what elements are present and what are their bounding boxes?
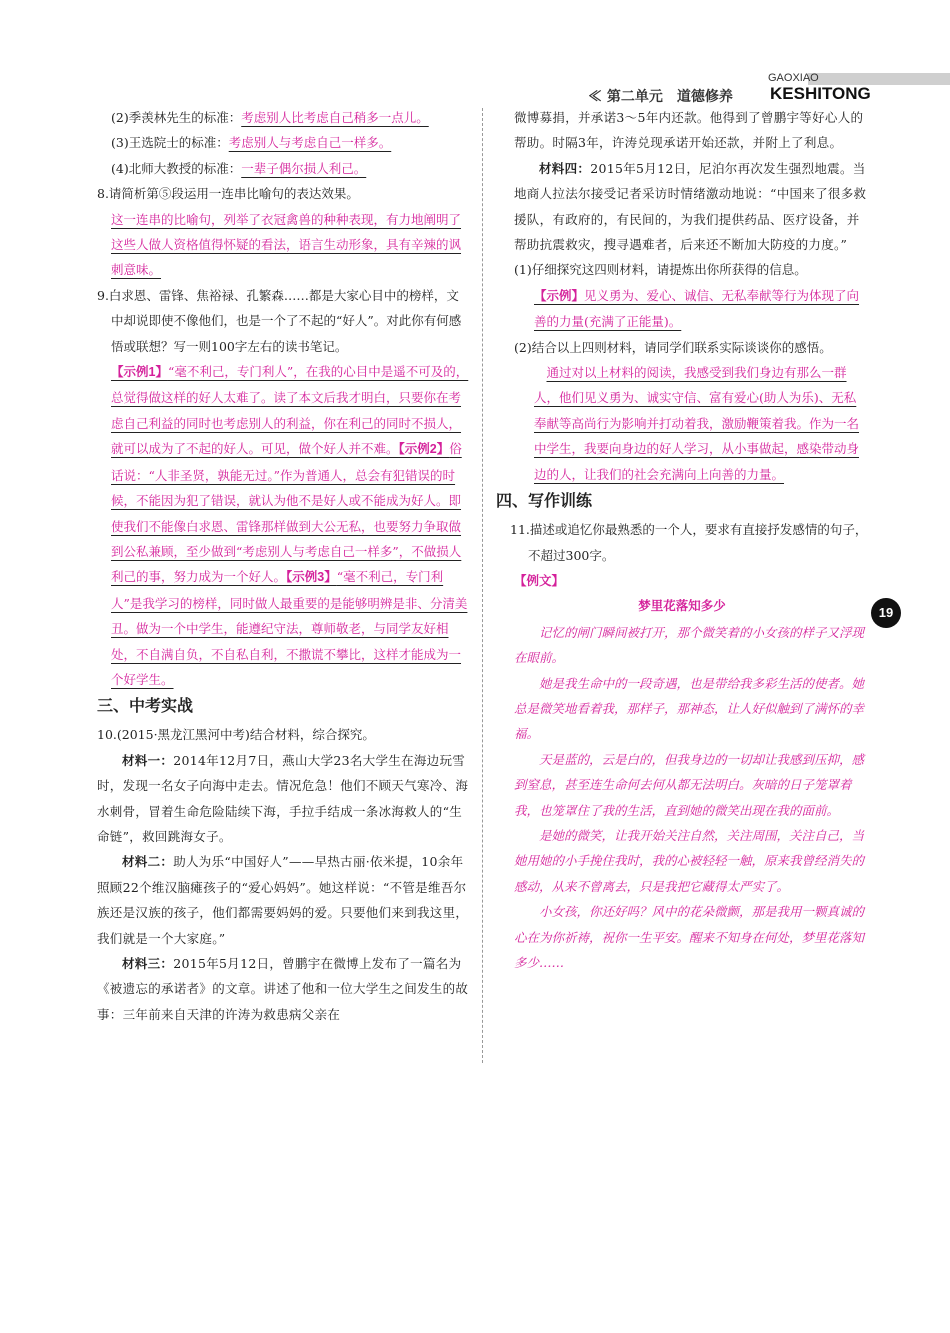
q9-example3-tag: 【示例3】 xyxy=(286,570,337,585)
q7-2: (2)季羡林先生的标准：考虑别人比考虑自己稍多一点儿。 xyxy=(111,110,429,125)
header-unit-title: ≪ 第二单元 道德修养 xyxy=(588,89,733,105)
q9-example1-tag: 【示例1】 xyxy=(111,365,168,380)
section-4-title: 四、写作训练 xyxy=(496,493,593,511)
q7-3: (3)王选院士的标准：考虑别人与考虑自己一样多。 xyxy=(111,135,392,151)
q11: 11.描述或追忆你最熟悉的一个人，要求有直接抒发感情的句子，不超过300字。 xyxy=(510,522,868,563)
material-2: 材料二：助人为乐“中国好人”——早热古丽·依米提，10余年照顾22个维汉脑瘫孩子的“爱心妈妈”。她这样说：“不管是维吾尔族还是汉族的孩子，他们都需要妈妈的爱。只要他们来到我这里，我们就是一个大家庭。” xyxy=(97,854,469,946)
page-header xyxy=(0,70,950,110)
essay-paragraph-2: 她是我生命中的一段奇遇，也是带给我多彩生活的使者。她总是微笑地看着我，那样子，那神态，让人好似触到了满怀的幸福。 xyxy=(514,675,865,742)
essay-paragraph-3: 天是蓝的，云是白的，但我身边的一切却让我感到压抑，感到窒息，甚至连生命何去何从都无法明白。灰暗的日子笼罩着我，也笼罩住了我的生活，直到她的微笑出现在我的面前。 xyxy=(514,751,865,818)
material-3-continued: 微博募捐，并承诺3～5年内还款。他得到了曾鹏宇等好心人的帮助。时隔3年，许涛兑现承诺开始还款，并附上了利息。 xyxy=(514,110,864,151)
column-divider xyxy=(482,108,483,1063)
essay-tag: 【例文】 xyxy=(514,573,565,588)
left-column xyxy=(97,105,471,1027)
q10: 10.(2015·黑龙江黑河中考)结合材料，综合探究。 xyxy=(97,727,375,743)
q10-1-answer: 【示例】见义勇为、爱心、诚信、无私奉献等行为体现了向善的力量(充满了正能量)。 xyxy=(534,287,860,330)
q8-answer: 这一连串的比喻句，列举了衣冠禽兽的种种表现，有力地阐明了这些人做人资格值得怀疑的看法，语言生动形象，具有辛辣的讽刺意味。 xyxy=(111,211,462,278)
section-3-title: 三、中考实战 xyxy=(97,698,194,716)
q7-4: (4)北师大教授的标准：一辈子偶尔损人利己。 xyxy=(111,160,367,176)
q8: 8.请简析第⑤段运用一连串比喻句的表达效果。 xyxy=(97,186,359,202)
right-column xyxy=(496,105,868,975)
material-3: 材料三：2015年5月12日，曾鹏宇在微博上发布了一篇名为《被遗忘的承诺者》的文章。讲述了他和一位大学生之间发生的故事：三年前来自天津的许涛为救患病父亲在 xyxy=(97,956,469,1022)
q10-1-example-tag: 【示例】 xyxy=(534,288,585,303)
q10-2: (2)结合以上四则材料，请同学们联系实际谈谈你的感悟。 xyxy=(514,339,832,355)
q10-2-answer: 通过对以上材料的阅读，我感受到我们身边有那么一群人，他们见义勇为、诚实守信、富有爱心(助人为乐)、无私奉献等高尚行为影响并打动着我，激励鞭策着我。作为一名中学生，我要向身边的好人学习，从小事做起，感染带动身边的人，让我们的社会充满向上向善的力量。 xyxy=(534,365,860,482)
essay-paragraph-4: 是她的微笑，让我开始关注自然，关注周围，关注自己，当她用她的小手挽住我时，我的心被轻轻一触，原来我曾经消失的感动，从来不曾离去，只是我把它藏得太严实了。 xyxy=(514,827,865,894)
header-gaoxiao: GAOXIAO xyxy=(768,72,819,84)
q7-4-answer: 一辈子偶尔损人利己。 xyxy=(241,160,367,176)
material-1: 材料一：2014年12月7日，燕山大学23名大学生在海边玩雪时，发现一名女子向海中走去。情况危急！他们不顾天气寒冷、海水刺骨，冒着生命危险陆续下海，手拉手结成一条冰海救人的“生命链”，救回跳海女子。 xyxy=(97,752,469,844)
q9-example2-tag: 【示例2】 xyxy=(398,442,450,457)
essay-title: 梦里花落知多少 xyxy=(638,599,726,614)
page-number-badge: 19 xyxy=(871,598,901,628)
material-4: 材料四：2015年5月12日，尼泊尔再次发生强烈地震。当地商人拉法尔接受记者采访时情绪激动地说：“中国来了很多救援队，有政府的，有民间的，为我们提供药品、医疗设备，并帮助抗震救灾，搜寻遇难者，后来还不断加大防疫的力度。” xyxy=(514,160,867,253)
q9: 9.白求恩、雷锋、焦裕禄、孔繁森……都是大家心目中的榜样，文中却说即使不像他们，也是一个了不起的“好人”。对此你有何感悟或联想？写一则100字左右的读书笔记。 xyxy=(97,287,462,354)
essay-paragraph-1: 记忆的闸门瞬间被打开，那个微笑着的小女孩的样子又浮现在眼前。 xyxy=(514,624,865,666)
header-brand: KESHITONG xyxy=(770,84,871,103)
essay-paragraph-5: 小女孩，你还好吗？风中的花朵微颤，那是我用一颗真诚的心在为你祈祷，祝你一生平安。醒来不知身在何处，梦里花落知多少…… xyxy=(514,904,865,970)
q7-3-answer: 考虑别人与考虑自己一样多。 xyxy=(228,135,392,151)
q9-answer: 【示例1】“毫不利己，专门利人”，在我的心目中是遥不可及的，总觉得做这样的好人太难了。读了本文后我才明白，只要你在考虑自己利益的同时也考虑别人的利益，你在利己的同时不损人，就可以成为了不起的好人。可见，做个好人并不难。【示例2】俗话说：“人非圣贤，孰能无过。”作为普通人，总会有犯错误的时候，不能因为犯了错误，就认为他不是好人或不能成为好人。即使我们不能像白求恩、雷锋那样做到大公无私，也要努力争取做到公私兼顾，至少做到“考虑别人与考虑自己一样多”，不做损人利己的事，努力成为一个好人。【示例3】“毫不利己，专门利人”是我学习的榜样，同时做人最重要的是能够明辨是非、分清美丑。做为一个中学生，能遵纪守法，尊师敬老，与同学友好相处，不自满自负，不自私自利，不撒谎不攀比，这样才能成为一个好学生。 xyxy=(111,364,469,687)
q7-2-answer: 考虑别人比考虑自己稍多一点儿。 xyxy=(241,110,429,125)
q10-1: (1)仔细探究这四则材料，请提炼出你所获得的信息。 xyxy=(514,262,807,278)
